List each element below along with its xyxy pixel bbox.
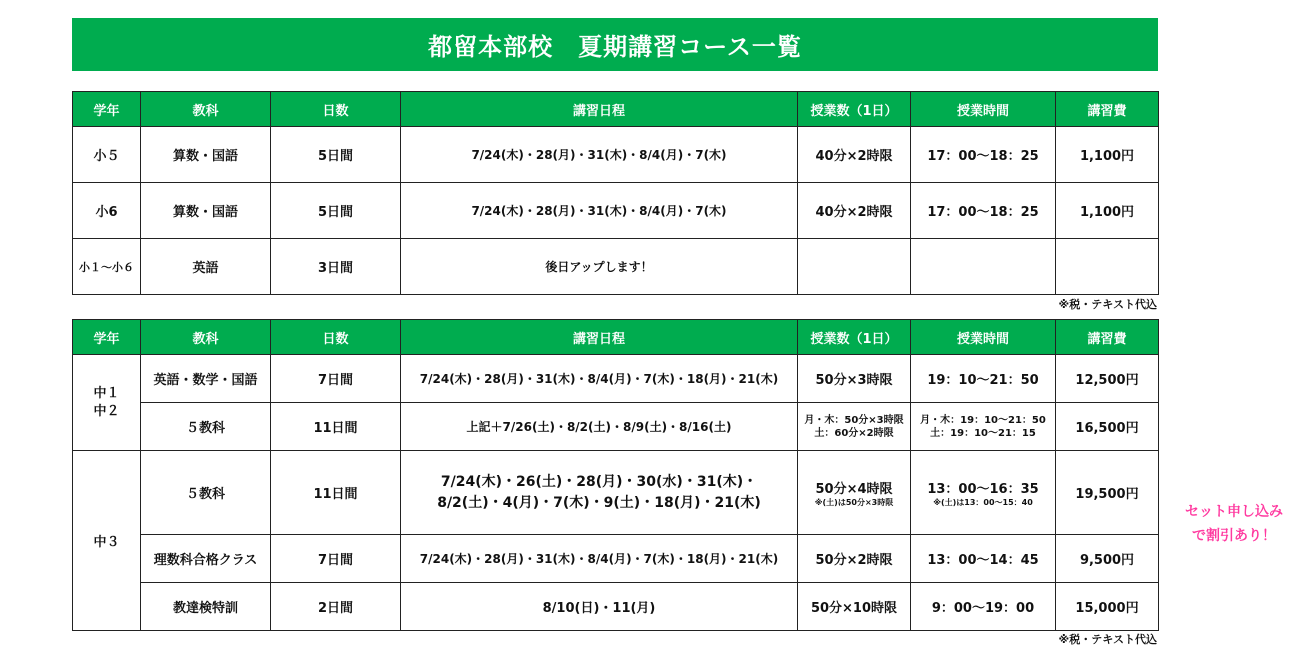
- header-fee: 講習費: [1056, 92, 1159, 127]
- grade-cell: 小6: [73, 183, 141, 239]
- subject-cell: 教達検特訓: [141, 583, 271, 631]
- time-cell: 19：10～21：50: [911, 355, 1056, 403]
- table-row: [73, 127, 1159, 183]
- lessons-main: 50分×4時限: [815, 481, 893, 497]
- schedule-cell: 7/24(木)・28(月)・31(木)・8/4(月)・7(木)・18(月)・21(木): [401, 355, 798, 403]
- subject-cell: ５教科: [141, 451, 271, 535]
- lessons-cell: [798, 239, 911, 295]
- table-header-row: [73, 320, 1159, 355]
- table-row: [73, 583, 1159, 631]
- time-cell: 9：00～19：00: [911, 583, 1056, 631]
- days-cell: 5日間: [271, 183, 401, 239]
- time-line: 土：19：10～21：15: [930, 427, 1036, 439]
- header-schedule: 講習日程: [401, 320, 798, 355]
- time-cell: 17：00～18：25: [911, 183, 1056, 239]
- table-row: [73, 355, 1159, 403]
- grade-cell: 中３: [73, 451, 141, 631]
- schedule-cell: [401, 451, 798, 535]
- time-line: 月・木：19：10～21：50: [920, 414, 1046, 426]
- lessons-cell: 50分×10時限: [798, 583, 911, 631]
- subject-cell: 理数科合格クラス: [141, 535, 271, 583]
- schedule-line: 7/24(木)・26(土)・28(月)・30(水)・31(木)・: [440, 473, 758, 490]
- subject-cell: 英語: [141, 239, 271, 295]
- header-time: 授業時間: [911, 92, 1056, 127]
- header-subject: 教科: [141, 320, 271, 355]
- grade-cell: 小５: [73, 127, 141, 183]
- elementary-course-table: [72, 91, 1159, 295]
- lessons-cell: 50分×2時限: [798, 535, 911, 583]
- table-row: [73, 239, 1159, 295]
- table-row: [73, 535, 1159, 583]
- schedule-line: 8/2(土)・4(月)・7(木)・9(土)・18(月)・21(木): [437, 494, 761, 511]
- promo-line: セット申し込み: [1185, 504, 1283, 520]
- time-cell: 17：00～18：25: [911, 127, 1056, 183]
- days-cell: 5日間: [271, 127, 401, 183]
- header-schedule: 講習日程: [401, 92, 798, 127]
- tax-note: ※税・テキスト代込: [1058, 298, 1157, 311]
- time-cell: [911, 403, 1056, 451]
- header-subject: 教科: [141, 92, 271, 127]
- junior-course-table: [72, 319, 1159, 631]
- lessons-line: 月・木：50分×3時限: [804, 414, 904, 426]
- subject-cell: 英語・数学・国語: [141, 355, 271, 403]
- schedule-cell: 上記＋7/26(土)・8/2(土)・8/9(土)・8/16(土): [401, 403, 798, 451]
- schedule-cell: 後日アップします！: [401, 239, 798, 295]
- tax-note: ※税・テキスト代込: [1058, 633, 1157, 646]
- table-row: [73, 451, 1159, 535]
- fee-cell: 16,500円: [1056, 403, 1159, 451]
- time-note: ※(土)は13：00～15：40: [933, 497, 1033, 507]
- table-row: [73, 403, 1159, 451]
- subject-cell: ５教科: [141, 403, 271, 451]
- header-time: 授業時間: [911, 320, 1056, 355]
- time-cell: 13：00～14：45: [911, 535, 1056, 583]
- fee-cell: 19,500円: [1056, 451, 1159, 535]
- grade-line: 中２: [93, 403, 120, 419]
- table-header-row: [73, 92, 1159, 127]
- grade-cell: 小１～小６: [73, 239, 141, 295]
- days-cell: 7日間: [271, 355, 401, 403]
- subject-cell: 算数・国語: [141, 127, 271, 183]
- schedule-cell: 7/24(木)・28(月)・31(木)・8/4(月)・7(木): [401, 127, 798, 183]
- schedule-cell: 7/24(木)・28(月)・31(木)・8/4(月)・7(木): [401, 183, 798, 239]
- lessons-note: ※(土)は50分×3時限: [814, 497, 894, 507]
- set-discount-note: [1166, 500, 1302, 548]
- header-days: 日数: [271, 92, 401, 127]
- fee-cell: 9,500円: [1056, 535, 1159, 583]
- fee-cell: 1,100円: [1056, 127, 1159, 183]
- days-cell: 3日間: [271, 239, 401, 295]
- days-cell: 7日間: [271, 535, 401, 583]
- lessons-cell: 40分×2時限: [798, 183, 911, 239]
- lessons-cell: [798, 403, 911, 451]
- table-row: [73, 183, 1159, 239]
- promo-line: で割引あり！: [1192, 528, 1276, 544]
- fee-cell: 15,000円: [1056, 583, 1159, 631]
- fee-cell: 12,500円: [1056, 355, 1159, 403]
- schedule-cell: 8/10(日)・11(月): [401, 583, 798, 631]
- header-lessons: 授業数（1日）: [798, 320, 911, 355]
- grade-cell: [73, 355, 141, 451]
- page-title: 都留本部校 夏期講習コース一覧: [72, 18, 1158, 71]
- header-days: 日数: [271, 320, 401, 355]
- days-cell: 11日間: [271, 451, 401, 535]
- time-cell: [911, 451, 1056, 535]
- grade-line: 中１: [93, 385, 120, 401]
- header-grade: 学年: [73, 320, 141, 355]
- lessons-cell: 40分×2時限: [798, 127, 911, 183]
- fee-cell: [1056, 239, 1159, 295]
- lessons-line: 土：60分×2時限: [814, 427, 894, 439]
- subject-cell: 算数・国語: [141, 183, 271, 239]
- time-main: 13：00～16：35: [927, 481, 1039, 497]
- schedule-cell: 7/24(木)・28(月)・31(木)・8/4(月)・7(木)・18(月)・21(木): [401, 535, 798, 583]
- header-lessons: 授業数（1日）: [798, 92, 911, 127]
- header-grade: 学年: [73, 92, 141, 127]
- days-cell: 2日間: [271, 583, 401, 631]
- lessons-cell: [798, 451, 911, 535]
- fee-cell: 1,100円: [1056, 183, 1159, 239]
- days-cell: 11日間: [271, 403, 401, 451]
- time-cell: [911, 239, 1056, 295]
- lessons-cell: 50分×3時限: [798, 355, 911, 403]
- header-fee: 講習費: [1056, 320, 1159, 355]
